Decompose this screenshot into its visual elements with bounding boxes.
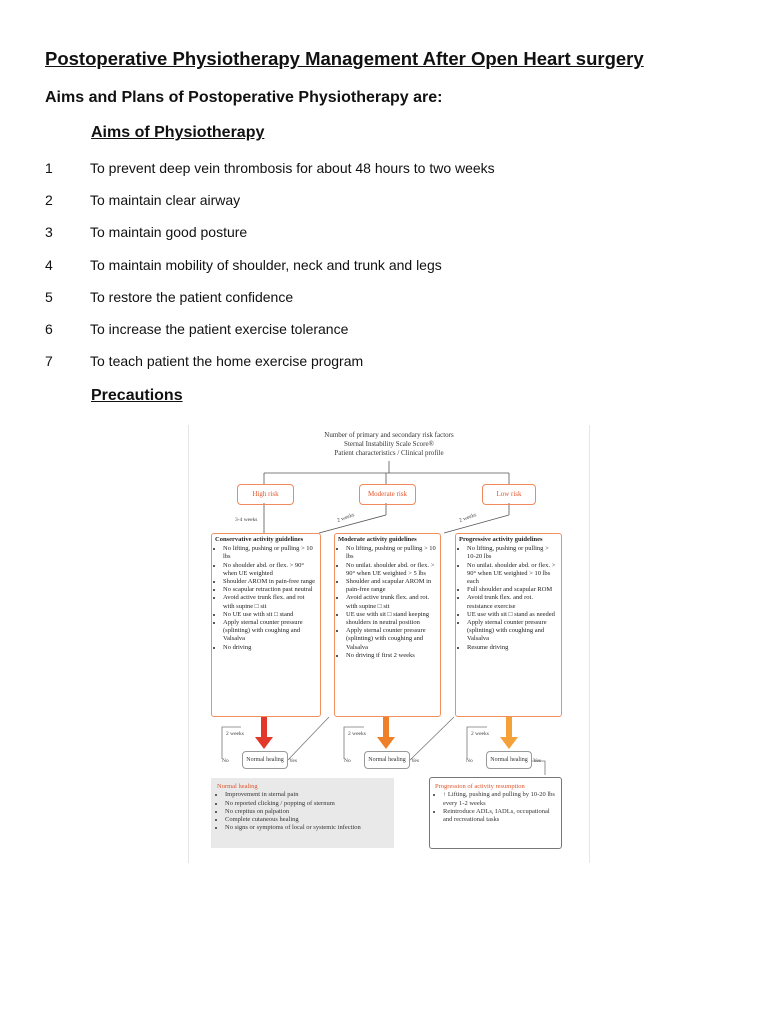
guideline-item: • Resume driving	[467, 644, 558, 652]
flowchart-header-line: Number of primary and secondary risk factors	[324, 431, 454, 439]
no-label: No	[344, 758, 351, 764]
guideline-item: • Avoid active trunk flex. and rot. with supine □ sit	[346, 594, 437, 610]
yes-label: Yes	[533, 758, 542, 764]
guideline-item: • Apply sternal counter pressure (splinting) with coughing and Valsalva	[223, 619, 317, 644]
guideline-item: • No scapular retraction past neutral	[223, 586, 317, 594]
aims-heading: Aims of Physiotherapy	[91, 124, 265, 141]
document-title: Postoperative Physiotherapy Management After Open Heart surgery	[45, 48, 644, 69]
moderate-risk-box: Moderate risk	[359, 484, 416, 505]
conservative-guidelines-list	[215, 545, 317, 652]
guideline-item: • No unilat. shoulder abd. or flex. > 90° when UE weighted > 5 lbs	[346, 562, 437, 578]
guideline-item: • No lifting, pushing or pulling > 10 lbs	[346, 545, 437, 561]
guideline-item: • Apply sternal counter pressure (splinting) with coughing and Valsalva	[467, 619, 558, 644]
aim-text: To maintain good posture	[90, 224, 248, 240]
weeks-loop-label: 2 weeks	[226, 731, 244, 737]
aim-number: 3	[45, 224, 53, 240]
weeks-label-moderate: 2 weeks	[336, 512, 356, 524]
sternal-precautions-flowchart	[188, 425, 590, 863]
normal-healing-decision: Normal healing	[242, 751, 288, 769]
conservative-guidelines-title: Conservative activity guidelines	[215, 536, 304, 543]
criteria-item: • No crepitus on palpation	[225, 808, 388, 816]
criteria-item: • No signs or symptoms of local or systemic infection	[225, 824, 388, 832]
aim-text: To maintain mobility of shoulder, neck and trunk and legs	[90, 257, 442, 273]
document-subtitle: Aims and Plans of Postoperative Physiotherapy are:	[45, 89, 443, 106]
precautions-heading: Precautions	[91, 387, 183, 404]
normal-healing-decision: Normal healing	[486, 751, 532, 769]
conservative-guidelines-box	[211, 533, 321, 717]
moderate-guidelines-box	[334, 533, 441, 717]
progressive-guidelines-list	[459, 545, 558, 652]
yes-label: Yes	[289, 758, 298, 764]
aim-number: 1	[45, 160, 53, 176]
progression-item: • ↑ Lifting, pushing and pulling by 10-20 lbs every 1-2 weeks	[443, 791, 556, 808]
progression-item: • Reintroduce ADLs, IADLs, occupational and recreational tasks	[443, 808, 556, 825]
aim-text: To restore the patient confidence	[90, 289, 294, 305]
guideline-item: • No shoulder abd. or flex. > 90° when UE weighted	[223, 562, 317, 578]
normal-healing-criteria-box	[211, 778, 394, 848]
flowchart-header-line: Patient characteristics / Clinical profile	[334, 449, 444, 457]
weeks-label-high: 3-4 weeks	[235, 517, 258, 523]
guideline-item: • Shoulder and scapular AROM in pain-free range	[346, 578, 437, 594]
guideline-item: • Avoid active trunk flex. and rot with supine □ sit	[223, 594, 317, 610]
normal-healing-decision: Normal healing	[364, 751, 410, 769]
aim-number: 6	[45, 321, 53, 337]
aim-number: 2	[45, 192, 53, 208]
activity-progression-list	[435, 791, 556, 824]
normal-healing-criteria-title: Normal healing	[217, 783, 258, 790]
aim-number: 7	[45, 353, 53, 369]
criteria-item: • Complete cutaneous healing	[225, 816, 388, 824]
guideline-item: • No driving if first 2 weeks	[346, 652, 437, 660]
criteria-item: • Improvement in sternal pain	[225, 791, 388, 799]
guideline-item: • Full shoulder and scapular ROM	[467, 586, 558, 594]
guideline-item: • No lifting, pushing or pulling > 10-20 lbs	[467, 545, 558, 561]
aim-number: 4	[45, 257, 53, 273]
progressive-guidelines-title: Progressive activity guidelines	[459, 536, 543, 543]
high-risk-box: High risk	[237, 484, 294, 505]
guideline-item: • No UE use with sit □ stand	[223, 611, 317, 619]
guideline-item: • No unilat. shoulder abd. or flex. > 90° when UE weighted > 10 lbs each	[467, 562, 558, 587]
no-label: No	[222, 758, 229, 764]
weeks-loop-label: 2 weeks	[348, 731, 366, 737]
aim-number: 5	[45, 289, 53, 305]
aim-text: To increase the patient exercise tolerance	[90, 321, 349, 337]
normal-healing-criteria-list	[217, 791, 388, 832]
moderate-guidelines-title: Moderate activity guidelines	[338, 536, 417, 543]
weeks-loop-label: 2 weeks	[471, 731, 489, 737]
guideline-item: • Apply sternal counter pressure (splinting) with coughing and Valsalva	[346, 627, 437, 652]
progressive-guidelines-box	[455, 533, 562, 717]
activity-progression-box	[429, 777, 562, 849]
guideline-item: • Avoid trunk flex. and rot. resistance exercise	[467, 594, 558, 610]
activity-progression-title: Progression of activity resumption	[435, 783, 525, 790]
aim-text: To maintain clear airway	[90, 192, 241, 208]
moderate-guidelines-list	[338, 545, 437, 660]
guideline-item: • No lifting, pushing or pulling > 10 lbs	[223, 545, 317, 561]
aim-text: To prevent deep vein thrombosis for about 48 hours to two weeks	[90, 160, 495, 176]
guideline-item: • No driving	[223, 644, 317, 652]
yes-label: Yes	[411, 758, 420, 764]
criteria-item: • No reported clicking / popping of sternum	[225, 800, 388, 808]
low-risk-box: Low risk	[482, 484, 536, 505]
no-label: No	[466, 758, 473, 764]
aim-text: To teach patient the home exercise program	[90, 353, 364, 369]
guideline-item: • UE use with sit □ stand as needed	[467, 611, 558, 619]
weeks-label-low: 2 weeks	[458, 512, 478, 524]
flowchart-header-line: Sternal Instability Scale Score®	[344, 440, 434, 448]
guideline-item: • UE use with sit □ stand keeping shoulders in neutral position	[346, 611, 437, 627]
guideline-item: • Shoulder AROM in pain-free range	[223, 578, 317, 586]
